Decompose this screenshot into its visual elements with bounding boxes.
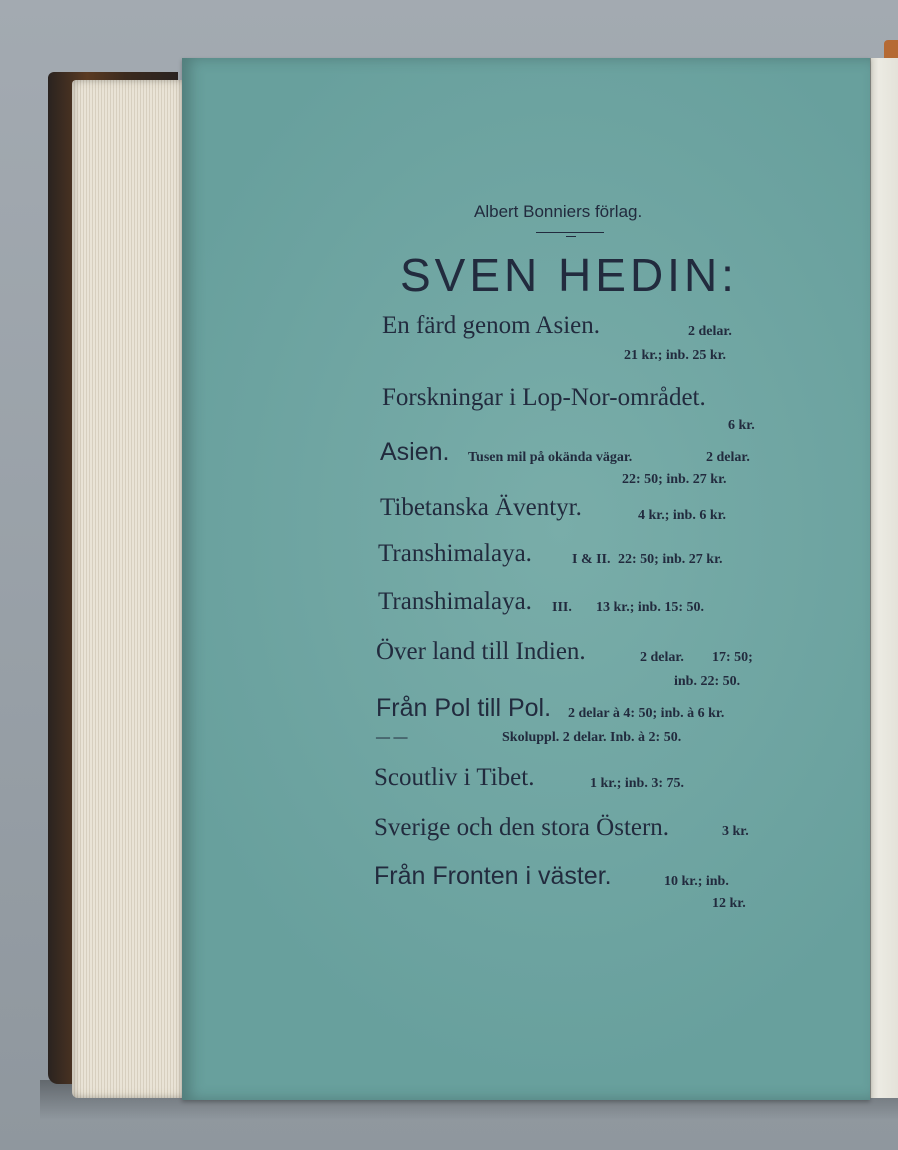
facing-page-edge — [868, 58, 898, 1098]
book-details: 2 delar. — [688, 324, 732, 339]
book-title: En färd genom Asien. — [382, 312, 601, 339]
book-price: 22: 50; inb. 27 kr. — [622, 472, 727, 487]
book-title: Transhimalaya. — [378, 588, 532, 615]
book-price-bound: inb. 22: 50. — [674, 674, 741, 689]
book-title: Scoutliv i Tibet. — [374, 764, 535, 791]
book-details: 2 delar à 4: 50; inb. à 6 kr. — [568, 706, 725, 721]
book-title: Från Fronten i väster. — [374, 862, 612, 890]
book-price: 4 kr.; inb. 6 kr. — [638, 508, 727, 523]
book-price-bound: 12 kr. — [712, 896, 746, 911]
book-subtitle: Tusen mil på okända vägar. — [468, 450, 633, 465]
book-price: 10 kr.; inb. — [664, 874, 729, 889]
book-title-ditto: — — — [376, 730, 408, 745]
book-title: Tibetanska Äventyr. — [380, 494, 582, 521]
book-details: I & II. — [572, 552, 611, 567]
book-title: Forskningar i Lop-Nor-området. — [382, 384, 706, 411]
book-price: 1 kr.; inb. 3: 75. — [590, 776, 685, 791]
book-title: Sverige och den stora Östern. — [374, 814, 670, 841]
book-title: Från Pol till Pol. — [376, 694, 552, 722]
book-title: Transhimalaya. — [378, 540, 532, 567]
book-price: 17: 50; — [712, 650, 753, 665]
page-block-edges — [72, 80, 190, 1098]
book-price: 13 kr.; inb. 15: 50. — [596, 600, 705, 615]
author-heading: SVEN HEDIN: — [400, 249, 738, 301]
book-title: Över land till Indien. — [376, 638, 586, 665]
book-title: Asien. — [380, 438, 450, 466]
book-details: 2 delar. — [640, 650, 684, 665]
book-details: 2 delar. — [706, 450, 750, 465]
divider-rule — [536, 232, 604, 233]
book-details: Skoluppl. 2 delar. Inb. à 2: 50. — [502, 730, 682, 745]
cover-corner — [884, 40, 898, 58]
book-price: 21 kr.; inb. 25 kr. — [624, 348, 727, 363]
advertisement-page — [182, 58, 870, 1100]
book-details: III. — [552, 600, 572, 615]
publisher-name: Albert Bonniers förlag. — [474, 202, 643, 221]
book-price: 3 kr. — [722, 824, 749, 839]
divider-rule-short — [566, 236, 576, 237]
book-price: 6 kr. — [728, 418, 755, 433]
book-price: 22: 50; inb. 27 kr. — [618, 552, 723, 567]
